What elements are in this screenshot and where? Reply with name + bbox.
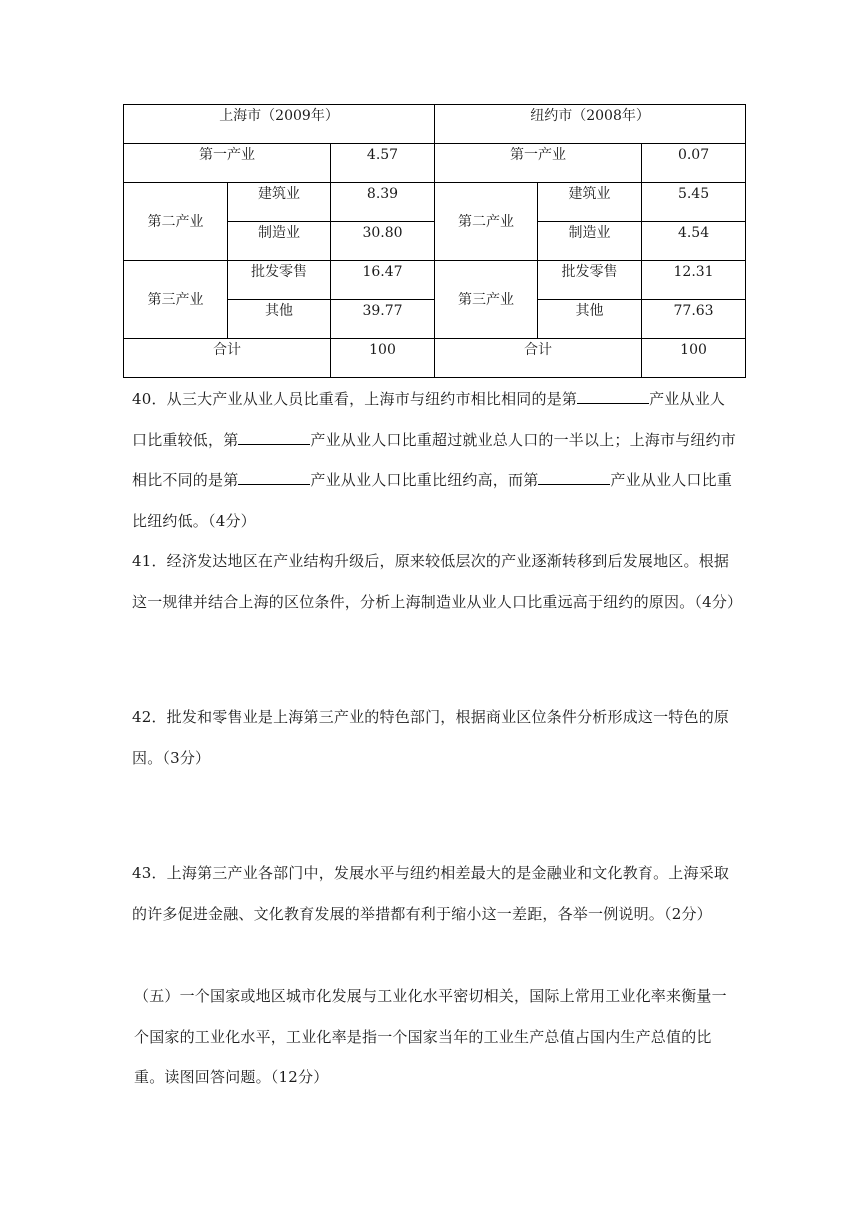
sh-retail-value: 16.47 — [331, 261, 435, 300]
q40-text-5: 产业从业人口比重比纽约低。（4分） — [132, 471, 733, 530]
ny-construction-label: 建筑业 — [538, 183, 642, 222]
shanghai-header: 上海市（2009年） — [124, 105, 435, 144]
answer-blank-3[interactable] — [238, 470, 310, 485]
question-42: 42．批发和零售业是上海第三产业的特色部门，根据商业区位条件分析形成这一特色的原因。（3分） — [132, 708, 730, 767]
sh-manufacturing-value: 30.80 — [331, 222, 435, 261]
ny-secondary-label: 第二产业 — [435, 183, 538, 261]
section-5-intro: （五）一个国家或地区城市化发展与工业化水平密切相关，国际上常用工业化率来衡量一个国家的工业化水平，工业化率是指一个国家当年的工业生产总值占国内生产总值的比重。读图回答问题。（12分） — [134, 987, 727, 1086]
ny-other-label: 其他 — [538, 300, 642, 339]
newyork-header: 纽约市（2008年） — [435, 105, 746, 144]
answer-blank-2[interactable] — [238, 430, 310, 445]
answer-blank-4[interactable] — [538, 470, 610, 485]
q40-text-2: 产业从业人口比重较低，第 — [132, 390, 726, 449]
ny-total-value: 100 — [642, 339, 746, 378]
ny-primary-label: 第一产业 — [435, 144, 642, 183]
q40-text-4: 产业从业人口比重比纽约高，而第 — [310, 471, 539, 489]
ny-manufacturing-value: 4.54 — [642, 222, 746, 261]
question-43: 43．上海第三产业各部门中，发展水平与纽约相差最大的是金融业和文化教育。上海采取的许多促进金融、文化教育发展的举措都有利于缩小这一差距，各举一例说明。（2分） — [132, 864, 730, 923]
sh-primary-label: 第一产业 — [124, 144, 331, 183]
ny-other-value: 77.63 — [642, 300, 746, 339]
q40-text-1: 40．从三大产业从业人员比重看，上海市与纽约市相比相同的是第 — [132, 390, 578, 408]
sh-tertiary-label: 第三产业 — [124, 261, 228, 339]
sh-other-value: 39.77 — [331, 300, 435, 339]
sh-other-label: 其他 — [228, 300, 331, 339]
ny-total-label: 合计 — [435, 339, 642, 378]
sh-retail-label: 批发零售 — [228, 261, 331, 300]
question-41: 41．经济发达地区在产业结构升级后，原来较低层次的产业逐渐转移到后发展地区。根据这一规律并结合上海的区位条件，分析上海制造业从业人口比重远高于纽约的原因。（4分） — [132, 552, 743, 611]
sh-total-value: 100 — [331, 339, 435, 378]
employment-table — [123, 104, 746, 378]
sh-construction-label: 建筑业 — [228, 183, 331, 222]
sh-construction-value: 8.39 — [331, 183, 435, 222]
ny-construction-value: 5.45 — [642, 183, 746, 222]
ny-primary-value: 0.07 — [642, 144, 746, 183]
sh-secondary-label: 第二产业 — [124, 183, 228, 261]
ny-tertiary-label: 第三产业 — [435, 261, 538, 339]
sh-primary-value: 4.57 — [331, 144, 435, 183]
ny-retail-value: 12.31 — [642, 261, 746, 300]
ny-retail-label: 批发零售 — [538, 261, 642, 300]
q40-text-3: 产业从业人口比重超过就业总人口的一半以上；上海市与纽约市相比不同的是第 — [132, 430, 737, 489]
question-40 — [132, 379, 737, 541]
ny-manufacturing-label: 制造业 — [538, 222, 642, 261]
answer-blank-1[interactable] — [577, 389, 649, 404]
sh-total-label: 合计 — [124, 339, 331, 378]
sh-manufacturing-label: 制造业 — [228, 222, 331, 261]
